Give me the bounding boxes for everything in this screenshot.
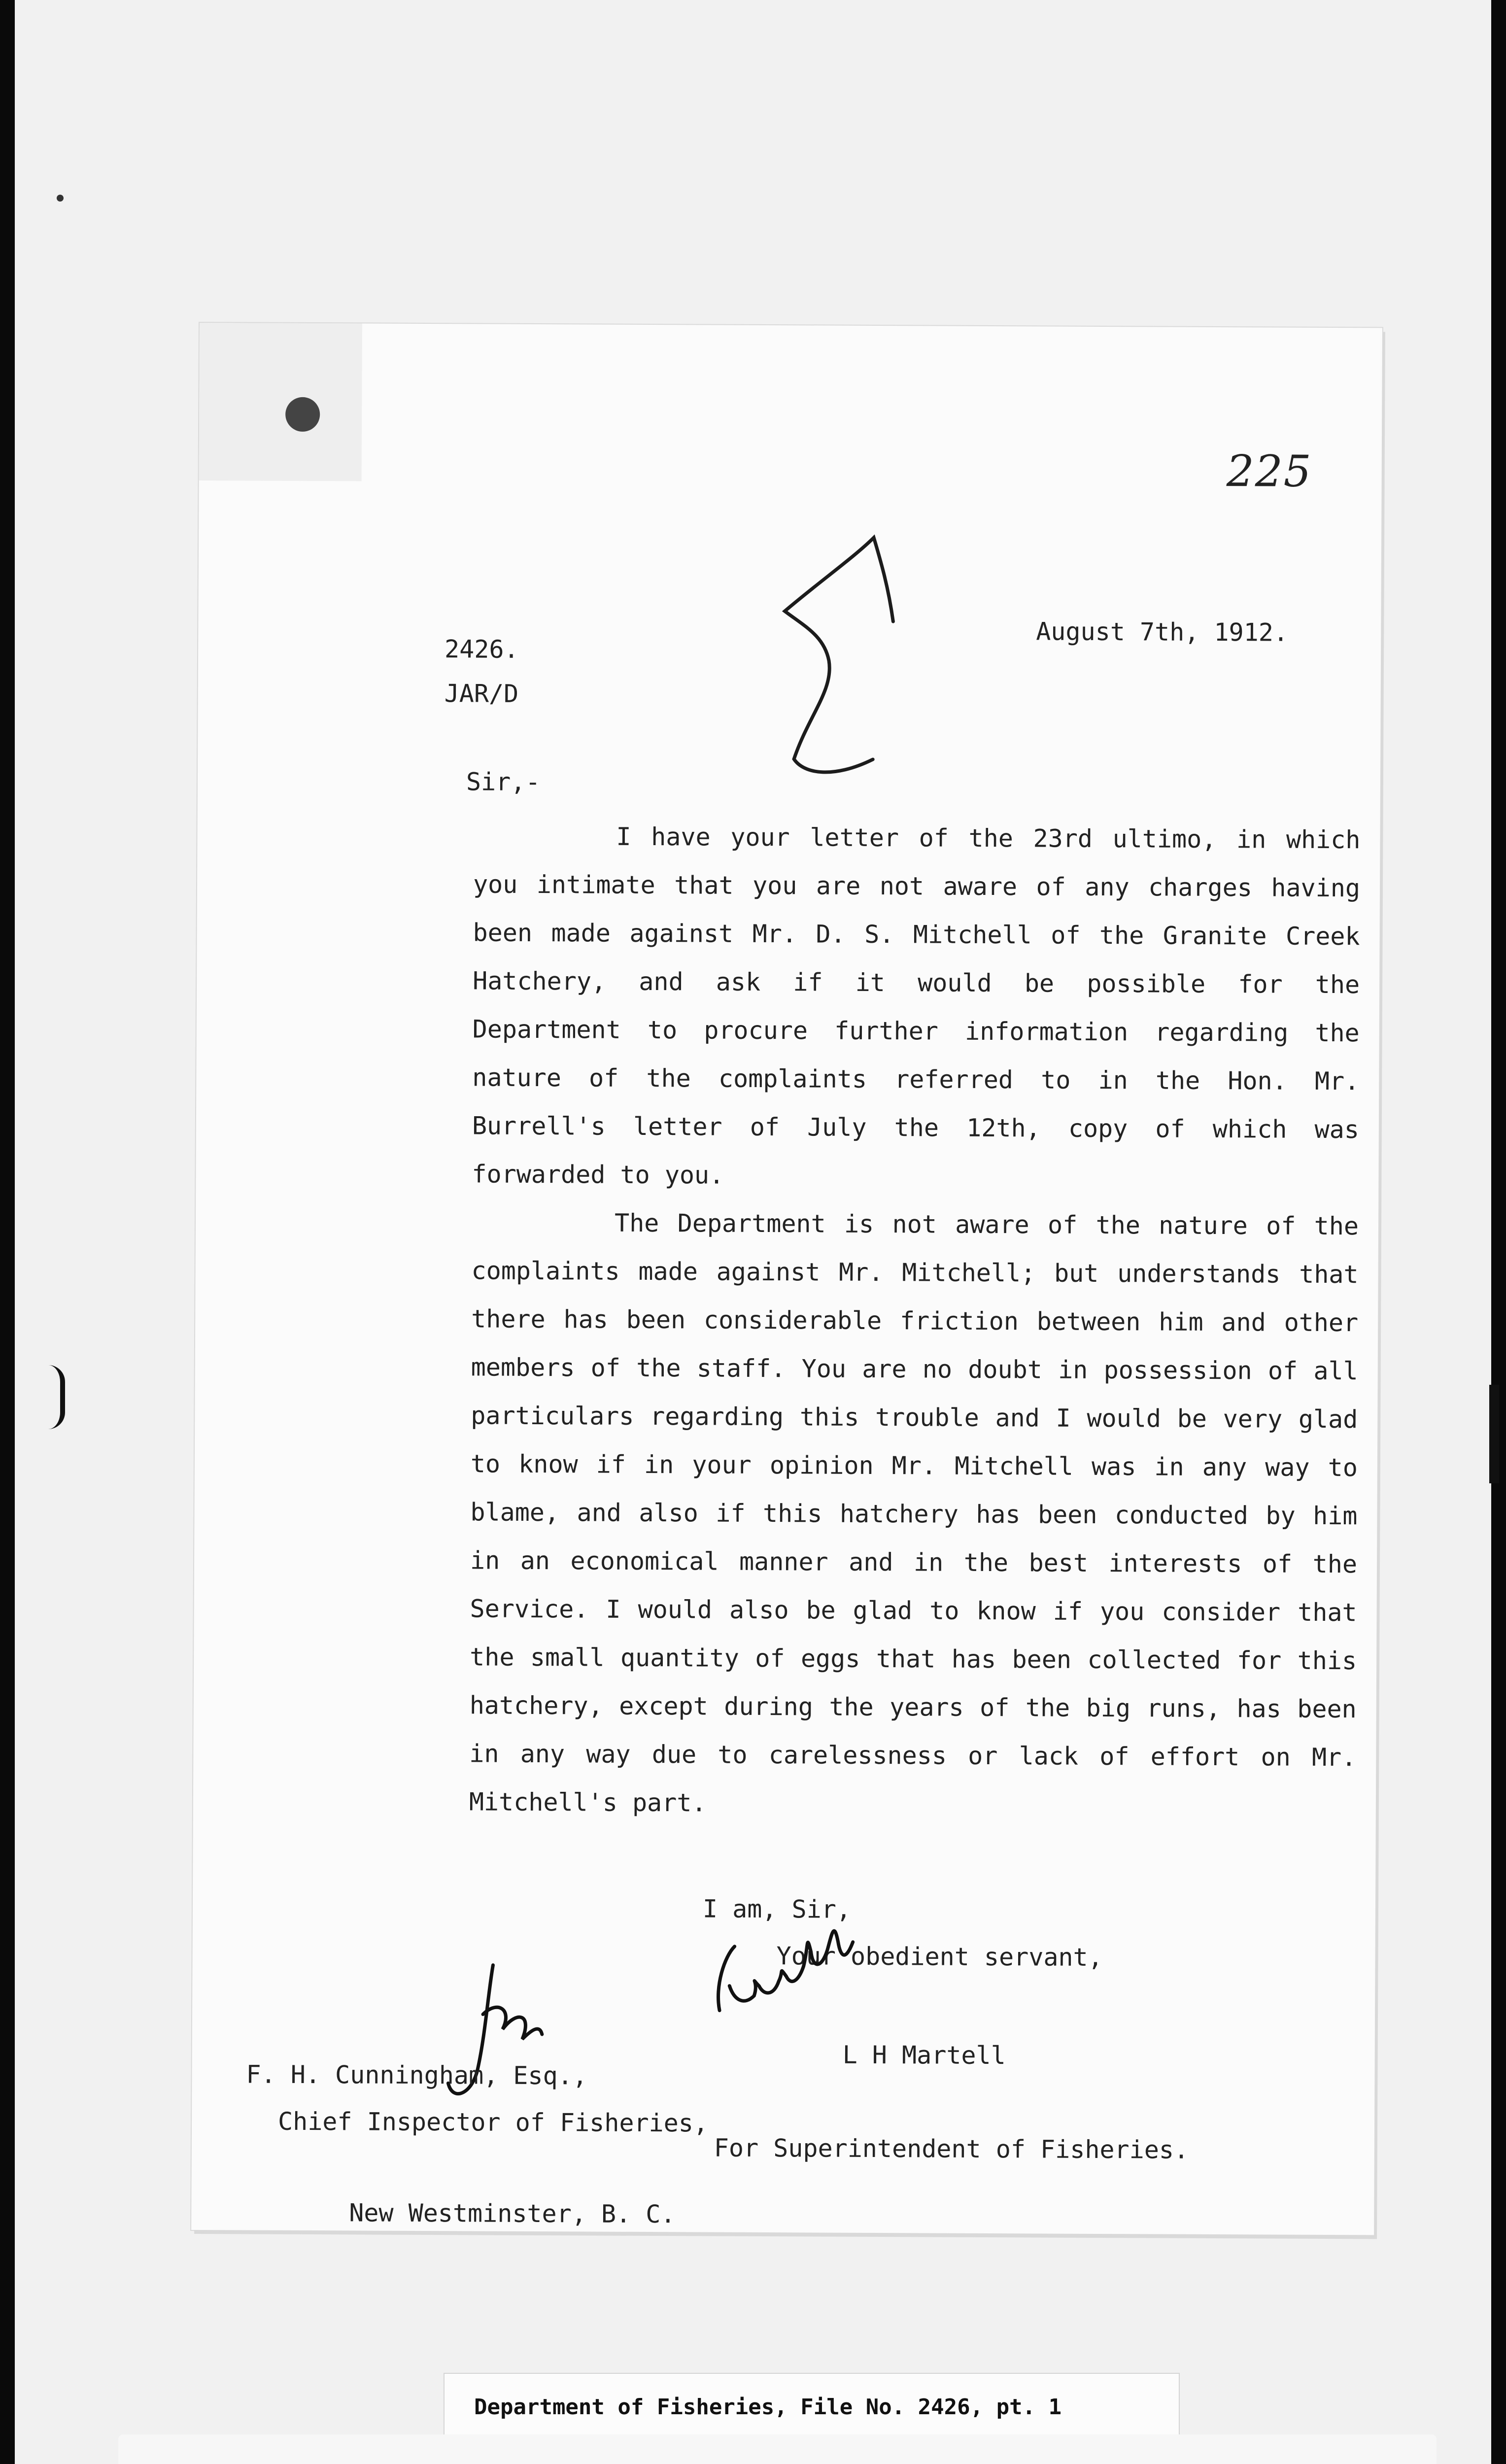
closing-servant: Your obedient servant, xyxy=(776,1942,1103,1972)
page-corner-shadow xyxy=(199,323,362,481)
letter-page xyxy=(191,323,1382,2235)
handwritten-mark xyxy=(774,527,903,784)
citation-strip xyxy=(444,2373,1180,2444)
recipient-location: New Westminster, B. C. xyxy=(349,2198,676,2229)
letter-date: August 7th, 1912. xyxy=(1036,617,1289,647)
letter-body xyxy=(469,812,1361,1830)
closing-line: I am, Sir, xyxy=(702,1894,852,1924)
edge-bracket-mark xyxy=(48,1365,65,1429)
citation-text: Department of Fisheries, File No. 2426, pt. 1 xyxy=(474,2395,1062,2420)
signer-name: L H Martell xyxy=(842,2040,1006,2070)
reference-initials: JAR/D xyxy=(444,679,519,708)
page-number: 225 xyxy=(1226,445,1312,497)
file-number: 2426. xyxy=(444,635,519,664)
recipient-name: F. H. Cunningham, Esq., xyxy=(246,2060,587,2090)
scan-frame-right xyxy=(1491,0,1506,2464)
paragraph-2: The Department is not aware of the nature of the complaints made against Mr. Mitchell; but understands that there has been considerable friction between him and other members of the staff. You are no doubt in possession of all particulars regarding this trouble and I would be very glad to know if in your opinion Mr. Mitchell was in any way to blame, and also if this hatchery has been conducted by him in an economical manner and in the best interests of the Service. I would also be glad to know if you consider that the small quantity of eggs that has been collected for this hatchery, except during the years of the big runs, has been in any way due to carelessness or lack of effort on Mr. Mitchell's part. xyxy=(469,1208,1359,1817)
file-reference xyxy=(445,627,519,716)
signer-title: For Superintendent of Fisheries. xyxy=(714,2133,1189,2164)
salutation: Sir,- xyxy=(466,767,541,797)
scan-frame-left xyxy=(0,0,15,2464)
paragraph-1: I have your letter of the 23rd ultimo, in which you intimate that you are not aware of any charges having been made against Mr. D. S. Mitchell of the Granite Creek Hatchery, and ask if it would be possible for the Department to procure further information regarding the nature of the complaints referred to in the Hon. Mr. Burrell's letter of July the 12th, copy of which was forwarded to you. xyxy=(472,822,1361,1190)
punch-hole xyxy=(285,397,320,432)
speck xyxy=(57,195,64,202)
archives-stamp xyxy=(118,2434,1437,2464)
handwritten-signature xyxy=(705,1912,863,2031)
recipient-title: Chief Inspector of Fisheries, xyxy=(277,2107,709,2138)
edge-tab-mark xyxy=(1489,1385,1499,1483)
